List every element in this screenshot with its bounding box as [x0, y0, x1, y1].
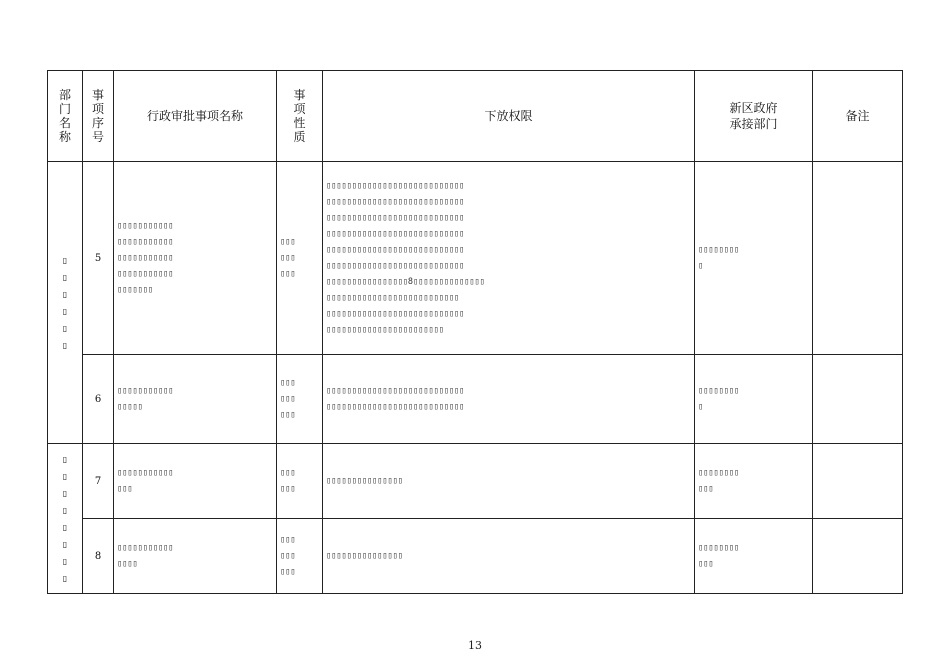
scope-cell: [323, 162, 695, 355]
header-seq-char: 序: [91, 116, 104, 130]
table-row: [48, 355, 903, 444]
header-dept-char: 部: [58, 88, 71, 102]
header-nature-char: 性: [293, 116, 306, 130]
name-text: ▯▯▯▯▯▯▯▯▯▯▯ ▯▯▯▯: [117, 543, 174, 569]
header-nature-char: 质: [293, 130, 306, 144]
header-notes: 备注: [813, 71, 903, 162]
notes-cell: [813, 519, 903, 594]
name-text: ▯▯▯▯▯▯▯▯▯▯▯ ▯▯▯▯▯: [117, 386, 174, 412]
dept-char: ▯: [62, 488, 68, 498]
notes-cell: [813, 444, 903, 519]
scope-text: ▯▯▯▯▯▯▯▯▯▯▯▯▯▯▯▯▯▯▯▯▯▯▯▯▯▯▯ ▯▯▯▯▯▯▯▯▯▯▯▯▯▯▯▯▯▯▯▯▯▯▯▯▯▯▯: [326, 386, 465, 412]
table-row: [48, 519, 903, 594]
header-seq-char: 号: [91, 130, 104, 144]
scope-text: ▯▯▯▯▯▯▯▯▯▯▯▯▯▯▯: [326, 551, 403, 561]
receiver-text: ▯▯▯▯▯▯▯▯ ▯▯▯: [698, 468, 739, 494]
header-scope: 下放权限: [323, 71, 695, 162]
notes-cell: [813, 162, 903, 355]
seq-cell: 5: [83, 162, 114, 355]
dept-cell: [48, 162, 83, 444]
receiver-cell: [695, 162, 813, 355]
name-cell: [114, 444, 277, 519]
header-receiver-line2: 承接部门: [729, 117, 778, 131]
scope-text: ▯▯▯▯▯▯▯▯▯▯▯▯▯▯▯▯▯▯▯▯▯▯▯▯▯▯▯ ▯▯▯▯▯▯▯▯▯▯▯▯▯▯▯▯▯▯▯▯▯▯▯▯▯▯▯ ▯▯▯▯▯▯▯▯▯▯▯▯▯▯▯▯▯▯▯▯▯▯▯▯▯▯▯ ▯▯▯▯▯▯▯▯▯▯▯▯▯▯▯▯▯▯▯▯▯▯▯▯▯▯▯ ▯▯▯▯▯▯▯▯▯▯▯▯▯▯▯▯▯▯▯▯▯▯▯▯▯▯▯ ▯▯▯▯▯▯▯▯▯▯▯▯▯▯▯▯▯▯▯▯▯▯▯▯▯▯▯ ▯▯▯▯▯▯▯▯▯▯▯▯▯▯▯▯8▯▯▯▯▯▯▯▯▯▯▯▯▯▯ ▯▯▯▯▯▯▯▯▯▯▯▯▯▯▯▯▯▯▯▯▯▯▯▯▯▯ ▯▯▯▯▯▯▯▯▯▯▯▯▯▯▯▯▯▯▯▯▯▯▯▯▯▯▯ ▯▯▯▯▯▯▯▯▯▯▯▯▯▯▯▯▯▯▯▯▯▯▯: [326, 181, 485, 335]
header-dept-char: 称: [58, 130, 71, 144]
table-row: [48, 444, 903, 519]
header-receiver: [695, 71, 813, 162]
scope-text: ▯▯▯▯▯▯▯▯▯▯▯▯▯▯▯: [326, 476, 403, 486]
dept-char: ▯: [62, 340, 68, 350]
approval-items-table: [47, 70, 903, 594]
nature-cell: [277, 162, 323, 355]
nature-text: ▯▯▯ ▯▯▯ ▯▯▯: [280, 378, 296, 420]
scope-cell: [323, 355, 695, 444]
header-nature: [277, 71, 323, 162]
dept-char: ▯: [62, 556, 68, 566]
header-dept-char: 名: [58, 116, 71, 130]
receiver-cell: [695, 355, 813, 444]
dept-char: ▯: [62, 454, 68, 464]
dept-char: ▯: [62, 306, 68, 316]
header-nature-char: 事: [293, 88, 306, 102]
header-seq-char: 事: [91, 88, 104, 102]
seq-cell: 8: [83, 519, 114, 594]
notes-cell: [813, 355, 903, 444]
name-text: ▯▯▯▯▯▯▯▯▯▯▯ ▯▯▯▯▯▯▯▯▯▯▯ ▯▯▯▯▯▯▯▯▯▯▯ ▯▯▯▯▯▯▯▯▯▯▯ ▯▯▯▯▯▯▯: [117, 221, 174, 295]
name-text: ▯▯▯▯▯▯▯▯▯▯▯ ▯▯▯: [117, 468, 174, 494]
header-receiver-line1: 新区政府: [729, 101, 778, 115]
nature-cell: [277, 519, 323, 594]
page-number: 13: [468, 639, 482, 652]
header-seq: [83, 71, 114, 162]
nature-text: ▯▯▯ ▯▯▯: [280, 468, 296, 494]
name-cell: [114, 162, 277, 355]
header-dept-char: 门: [58, 102, 71, 116]
name-cell: [114, 355, 277, 444]
header-name: 行政审批事项名称: [114, 71, 277, 162]
dept-char: ▯: [62, 573, 68, 583]
dept-char: ▯: [62, 272, 68, 282]
header-dept: [48, 71, 83, 162]
receiver-text: ▯▯▯▯▯▯▯▯ ▯▯▯: [698, 543, 739, 569]
name-cell: [114, 519, 277, 594]
header-seq-char: 项: [91, 102, 104, 116]
seq-cell: 6: [83, 355, 114, 444]
scope-cell: [323, 444, 695, 519]
dept-cell: [48, 444, 83, 594]
receiver-text: ▯▯▯▯▯▯▯▯ ▯: [698, 245, 739, 271]
receiver-cell: [695, 519, 813, 594]
dept-char: ▯: [62, 323, 68, 333]
table-row: [48, 162, 903, 355]
dept-char: ▯: [62, 539, 68, 549]
nature-cell: [277, 444, 323, 519]
nature-text: ▯▯▯ ▯▯▯ ▯▯▯: [280, 237, 296, 279]
dept-char: ▯: [62, 471, 68, 481]
seq-cell: 7: [83, 444, 114, 519]
nature-cell: [277, 355, 323, 444]
dept-char: ▯: [62, 505, 68, 515]
nature-text: ▯▯▯ ▯▯▯ ▯▯▯: [280, 535, 296, 577]
dept-char: ▯: [62, 289, 68, 299]
dept-char: ▯: [62, 522, 68, 532]
receiver-cell: [695, 444, 813, 519]
header-row: [48, 71, 903, 162]
dept-char: ▯: [62, 255, 68, 265]
receiver-text: ▯▯▯▯▯▯▯▯ ▯: [698, 386, 739, 412]
header-nature-char: 项: [293, 102, 306, 116]
scope-cell: [323, 519, 695, 594]
